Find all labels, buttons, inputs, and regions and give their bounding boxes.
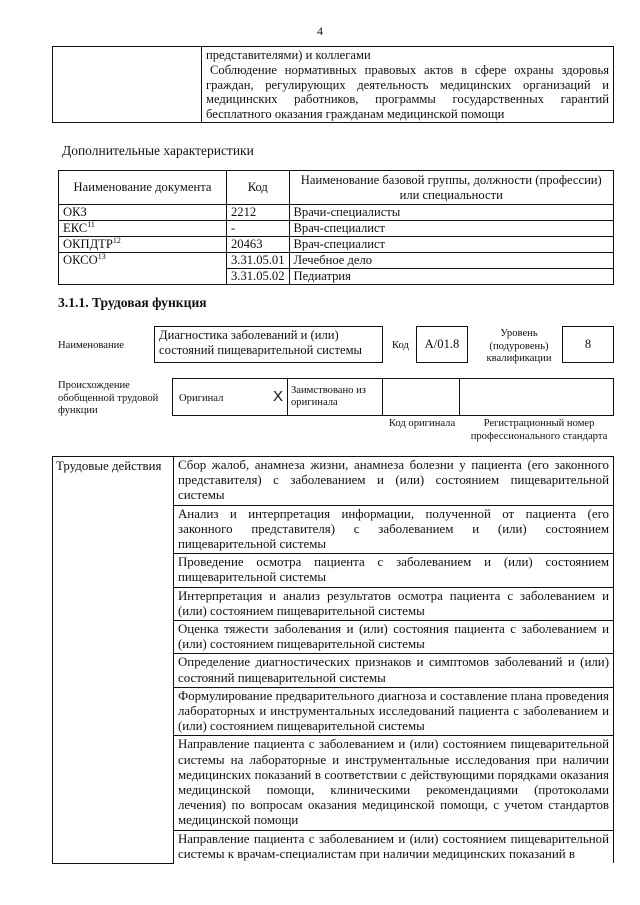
additional-characteristics-table: [58, 170, 614, 285]
original-cell: [173, 379, 288, 416]
original-mark: X: [272, 388, 283, 405]
labor-action-item: Определение диагностических признаков и симптомов заболеваний и (или) состояний пищеварительной системы: [174, 654, 614, 687]
name-label: Наименование: [58, 340, 124, 351]
table-row: [59, 237, 614, 253]
code-box: A/01.8: [416, 326, 468, 363]
section-title: 3.1.1. Трудовая функция: [58, 295, 207, 310]
labor-action-item: Направление пациента с заболеванием и (или) состоянием пищеварительной системы на лабораторные и инструментальные исследования при наличии медицинских показаний в соответствии с действующими порядками оказания медицинской помощи, клиническими рекомендациями (протоколами лечения) по вопросам оказания медицинской помощи, с учетом стандартов медицинской помощи: [174, 736, 614, 830]
labor-action-item: Проведение осмотра пациента с заболеванием и (или) состоянием пищеварительной системы: [174, 554, 614, 587]
table-row: [59, 253, 614, 269]
row-doc: ОКСО$^{13}$: [59, 253, 227, 285]
header-code: Код: [227, 171, 290, 205]
labor-action-item: Направление пациента с заболеванием и (или) состоянием пищеварительной системы к врачам-специалистам при наличии медицинских показаний в: [174, 830, 614, 863]
reg-number-label: Регистрационный номер профессионального стандарта: [470, 418, 608, 442]
borrowed-cell: Заимствовано из оригинала: [288, 379, 383, 416]
continuation-line-2: Соблюдение нормативных правовых актов в сфере охраны здоровья граждан, регулирующих деятельность медицинских организаций и медицинских работников, программы государственных гарантий бесплатного оказания гражданам медицинской помощи: [206, 62, 609, 122]
level-box: 8: [562, 326, 614, 363]
code-label: Код: [392, 340, 409, 351]
labor-action-item: Интерпретация и анализ результатов осмотра пациента с заболеванием и (или) состоянием пищеварительной системы: [174, 587, 614, 620]
table-row: [59, 205, 614, 221]
table-row: [59, 221, 614, 237]
code-original-cell: [383, 379, 460, 416]
header-name: Наименование базовой группы, должности (профессии) или специальности: [289, 171, 613, 205]
labor-actions-table: [52, 456, 614, 864]
reg-number-cell: [460, 379, 614, 416]
labor-action-item: Сбор жалоб, анамнеза жизни, анамнеза болезни у пациента (его законного представителя) с заболеванием и (или) состоянием пищеварительной системы: [174, 457, 614, 506]
row-doc: ОКЗ: [59, 205, 227, 221]
continuation-table: [52, 46, 614, 123]
row-code: 3.31.05.02: [227, 269, 290, 285]
row-name: Педиатрия: [289, 269, 613, 285]
additional-characteristics-title: Дополнительные характеристики: [62, 143, 254, 158]
row-name: Лечебное дело: [289, 253, 613, 269]
row-doc: ОКПДТР$^{12}$: [59, 237, 227, 253]
continuation-label-cell: [53, 47, 202, 123]
row-code: 2212: [227, 205, 290, 221]
labor-action-item: Формулирование предварительного диагноза и составление плана проведения лабораторных и инструментальных исследований пациента с заболеванием и (или) состоянием пищеварительной системы: [174, 687, 614, 736]
labor-action-item: Оценка тяжести заболевания и (или) состояния пациента с заболеванием и (или) состоянием пищеварительной системы: [174, 621, 614, 654]
row-name: Врач-специалист: [289, 221, 613, 237]
level-label: Уровень (подуровень) квалификации: [486, 328, 552, 364]
row-code: 20463: [227, 237, 290, 253]
row-doc: ЕКС$^{11}$: [59, 221, 227, 237]
header-document: Наименование документа: [59, 171, 227, 205]
labor-action-item: Анализ и интерпретация информации, полученной от пациента (его законного представителя) с заболеванием и (или) состоянием пищеварительной системы: [174, 505, 614, 554]
origin-table: [172, 378, 614, 416]
code-original-label: Код оригинала: [388, 418, 456, 429]
original-label: Оригинал: [179, 393, 224, 404]
labor-actions-label: Трудовые действия: [53, 457, 174, 864]
row-name: Врач-специалист: [289, 237, 613, 253]
function-name-box: Диагностика заболеваний и (или) состояний пищеварительной системы: [154, 326, 383, 363]
continuation-line-1: представителями) и коллегами: [206, 48, 371, 62]
row-code: 3.31.05.01: [227, 253, 290, 269]
continuation-text-cell: [202, 47, 614, 123]
row-name: Врачи-специалисты: [289, 205, 613, 221]
page-number: 4: [317, 24, 323, 38]
origin-label: Происхождение обобщенной трудовой функции: [58, 380, 159, 416]
row-code: -: [227, 221, 290, 237]
